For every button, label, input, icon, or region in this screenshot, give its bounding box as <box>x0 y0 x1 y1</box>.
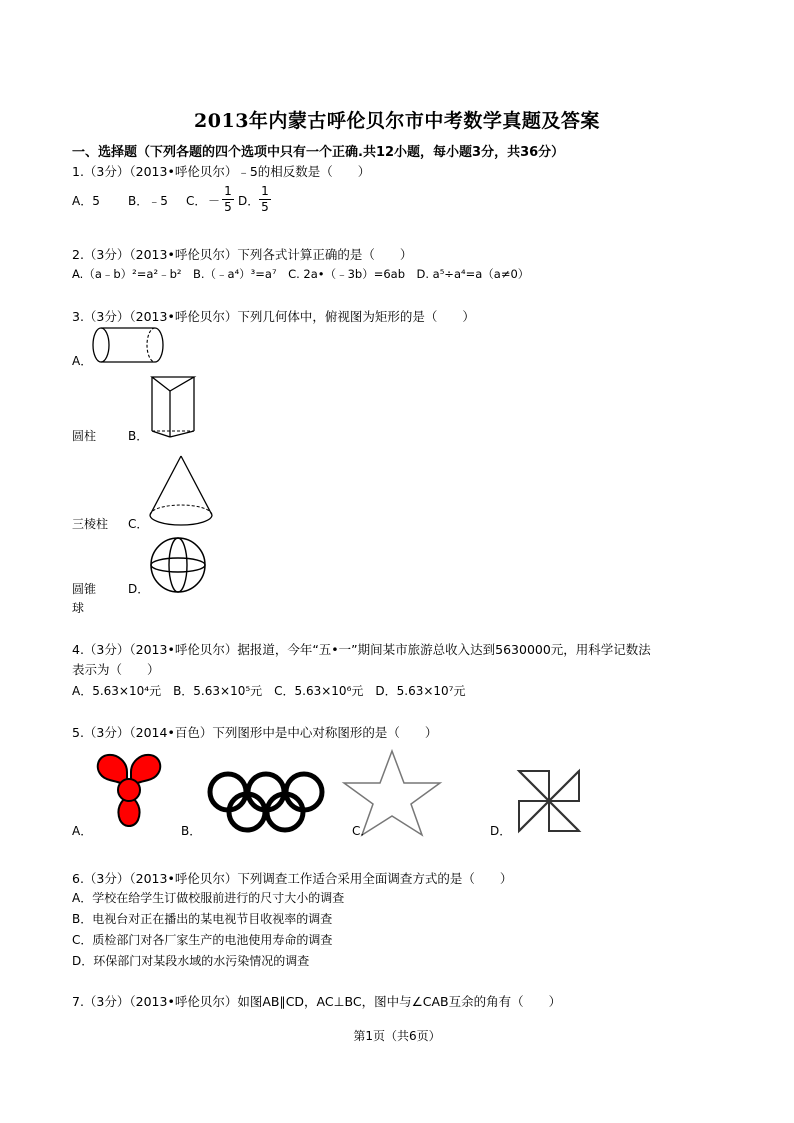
q1-option-b: B．﹣5 <box>128 194 168 208</box>
page-title: 2013年内蒙古呼伦贝尔市中考数学真题及答案 <box>194 110 600 132</box>
q3-caption-d: 球 <box>72 601 85 615</box>
q1-d-numerator: 1 <box>261 184 269 198</box>
q1-option-c-fraction <box>222 184 234 215</box>
question-4-stem-line2: 表示为（ ） <box>72 662 160 677</box>
cone-figure <box>148 454 214 528</box>
question-7-stem: 7.（3分）（2013•呼伦贝尔）如图AB∥CD，AC⊥BC，图中与∠CAB互余的角有（ ） <box>72 994 562 1009</box>
question-1-stem: 1.（3分）（2013•呼伦贝尔）﹣5的相反数是（ ） <box>72 164 371 179</box>
q5-option-d: D． <box>490 824 512 838</box>
cylinder-figure <box>92 326 174 364</box>
q3-option-c: C． <box>128 517 149 531</box>
q1-c-numerator: 1 <box>224 184 232 198</box>
question-3-stem: 3.（3分）（2013•呼伦贝尔）下列几何体中，俯视图为矩形的是（ ） <box>72 309 475 324</box>
q1-option-a: A．5 <box>72 194 100 208</box>
q3-option-d: D． <box>128 582 150 596</box>
triangular-prism-figure <box>150 375 196 439</box>
section-header: 一、选择题（下列各题的四个选项中只有一个正确.共12小题，每小题3分，共36分） <box>72 145 565 160</box>
q1-option-c: C． <box>186 194 207 208</box>
q5-option-a: A． <box>72 824 93 838</box>
q3-option-b: B． <box>128 429 149 443</box>
q1-option-d: D． <box>238 194 260 208</box>
q6-option-d: D．环保部门对某段水域的水污染情况的调查 <box>72 954 310 968</box>
pinwheel-figure <box>518 770 580 832</box>
q1-option-c-sign: － <box>208 194 221 208</box>
q3-caption-b: 三棱柱 <box>72 517 109 531</box>
q3-caption-c: 圆锥 <box>72 582 97 596</box>
page-footer: 第1页（共6页） <box>353 1029 441 1043</box>
q5-option-b: B． <box>181 824 202 838</box>
q3-caption-a: 圆柱 <box>72 429 97 443</box>
question-4-stem-line1: 4.（3分）（2013•呼伦贝尔）据报道，今年“五•一”期间某市旅游总收入达到5630000元，用科学记数法 <box>72 642 651 657</box>
q5-option-c: C． <box>352 824 373 838</box>
q6-option-b: B．电视台对正在播出的某电视节目收视率的调查 <box>72 912 333 926</box>
q6-option-a: A．学校在给学生订做校服前进行的尺寸大小的调查 <box>72 891 345 905</box>
question-2-stem: 2.（3分）（2013•呼伦贝尔）下列各式计算正确的是（ ） <box>72 247 413 262</box>
q1-d-denominator: 5 <box>261 200 269 214</box>
q4-options: A．5.63×10⁴元 B．5.63×10⁵元 C．5.63×10⁶元 D．5.63×10⁷元 <box>72 684 466 698</box>
q6-option-c: C．质检部门对各厂家生产的电池使用寿命的调查 <box>72 933 333 947</box>
question-6-stem: 6.（3分）（2013•呼伦贝尔）下列调查工作适合采用全面调查方式的是（ ） <box>72 871 513 886</box>
sphere-figure <box>149 537 207 593</box>
question-5-stem: 5.（3分）（2014•百色）下列图形中是中心对称图形的是（ ） <box>72 725 438 740</box>
q1-option-d-fraction <box>259 184 271 215</box>
q2-options: A.（a﹣b）²=a²﹣b² B.（﹣a⁴）³=a⁷ C. 2a•（﹣3b）=6ab D. a⁵÷a⁴=a（a≠0） <box>72 267 530 281</box>
propeller-figure <box>94 752 164 830</box>
olympic-rings-figure <box>206 770 326 834</box>
q1-c-denominator: 5 <box>224 200 232 214</box>
q3-option-a: A． <box>72 354 93 368</box>
